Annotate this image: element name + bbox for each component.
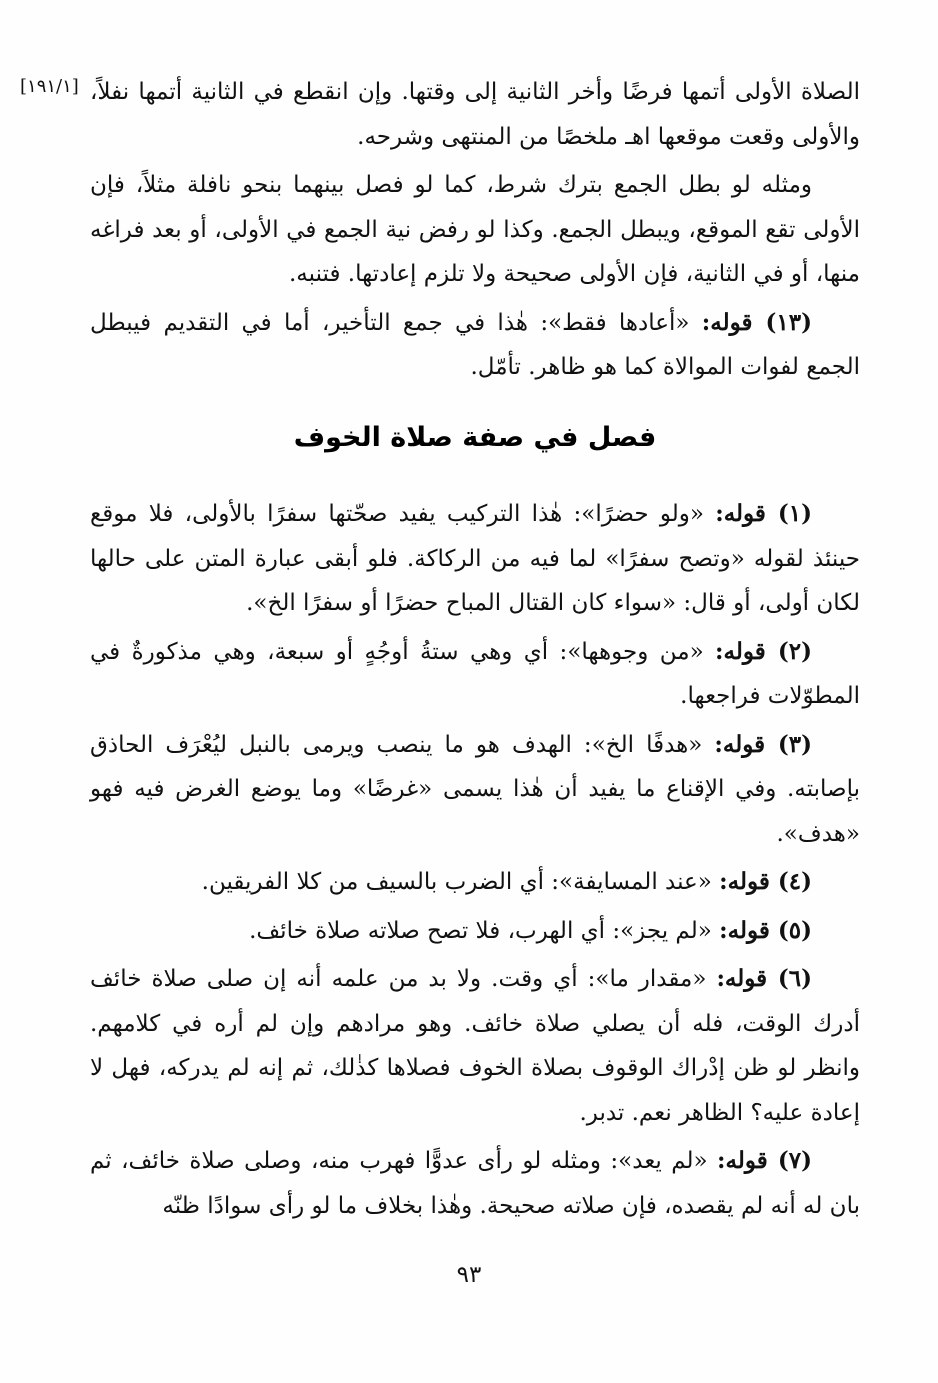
paragraph-prayer-completion: الصلاة الأولى أتمها فرضًا وأخر الثانية إلى وقتها. وإن انقطع في الثانية أتمها نفلاً، والأولى وقعت موقعها اهـ ملخصًا من المنتهى وشرحه.	[90, 79, 860, 150]
section-heading: فصل في صفة صلاة الخوف	[293, 422, 657, 453]
note-label: (٧) قوله:	[717, 1147, 812, 1174]
note-text: : هٰذا في جمع التأخير، أما في التقديم فيبطل الجمع لفوات الموالاة كما هو ظاهر. تأمّل.	[90, 309, 860, 380]
note-text: : أي الهرب، فلا تصح صلاته صلاة خائف.	[249, 917, 621, 944]
note-text: : ومثله لو رأى عدوًّا فهرب منه، وصلى صلاة خائف، ثم بان له أنه لم يقصده، فإن صلاته صحيحة. وهٰذا بخلاف ما لو رأى سوادًا ظنّه	[90, 1148, 860, 1219]
note-quote: «لم يعد»	[618, 1148, 708, 1174]
note-label: (٢) قوله:	[715, 637, 812, 665]
note-13	[90, 301, 860, 390]
note-7	[90, 1139, 860, 1228]
note-text: : أي الضرب بالسيف من كلا الفريقين.	[201, 869, 560, 895]
note-quote: «عند المسايفة»	[559, 869, 712, 895]
note-2	[90, 630, 860, 719]
note-3	[90, 723, 860, 857]
note-quote: «لم يجز»	[620, 917, 712, 944]
note-text: : أي وقت. ولا بد من علمه أنه إن صلى صلاة خائف أدرك الوقت، فله أن يصلي صلاة خائف. وهو مرادهم وإن لم أره في كلامهم. وانظر لو ظن إدْراك الوقوف بصلاة الخوف فصلاها كذٰلك، ثم إنه لم يدركه، فهل لا إعادة عليه؟ الظاهر نعم. تدبر.	[90, 966, 860, 1126]
note-quote: «أعادها فقط»	[548, 309, 690, 336]
note-text: : أي وهي ستةُ أوجُهٍ أو سبعة، وهي مذكورةٌ في المطوّلات فراجعها.	[90, 638, 860, 709]
page-number: ٩٣	[456, 1262, 482, 1288]
note-label: (١٣) قوله:	[701, 308, 812, 336]
note-label: (٦) قوله:	[716, 965, 812, 992]
note-quote: «من وجوهها»	[567, 638, 704, 665]
note-text: : هٰذا التركيب يفيد صحّتها سفرًا بالأولى، فلا موقع حينئذ لقوله «وتصح سفرًا» لما فيه من الركاكة. فلو أبقى عبارة المتن على حالها لكان أولى، أو قال: «سواء كان القتال المباح حضرًا أو سفرًا الخ».	[90, 501, 860, 616]
top-text-block	[90, 70, 860, 390]
note-label: (٤) قوله:	[719, 868, 812, 895]
margin-reference: [١٩١/١]	[20, 76, 79, 97]
note-label: (٣) قوله:	[714, 730, 813, 758]
notes-block	[90, 492, 860, 1228]
note-quote: «هدفًا الخ»	[591, 731, 703, 758]
note-6	[90, 957, 860, 1135]
paragraph-invalid-combination: ومثله لو بطل الجمع بترك شرط، كما لو فصل بينهما بنحو نافلة مثلاً، فإن الأولى تقع الموقع، ويبطل الجمع. وكذا لو رفض نية الجمع في الأولى، أو بعد فراغه منها، أو في الثانية، فإن الأولى صحيحة ولا تلزم إعادتها. فتنبه.	[90, 172, 860, 287]
note-1	[90, 492, 860, 626]
note-label: (١) قوله:	[715, 500, 812, 527]
note-quote: «مقدار ما»	[595, 966, 707, 992]
note-4	[90, 860, 860, 905]
note-quote: «ولو حضرًا»	[581, 501, 704, 527]
note-label: (٥) قوله:	[719, 916, 812, 944]
note-text: : الهدف هو ما ينصب ويرمى بالنبل ليُعْرَف الحاذق بإصابته. وفي الإقناع ما يفيد أن هٰذا يسمى «غرضًا» وما يوضع الغرض فيه فهو «هدف».	[90, 731, 860, 847]
note-5	[90, 909, 860, 954]
